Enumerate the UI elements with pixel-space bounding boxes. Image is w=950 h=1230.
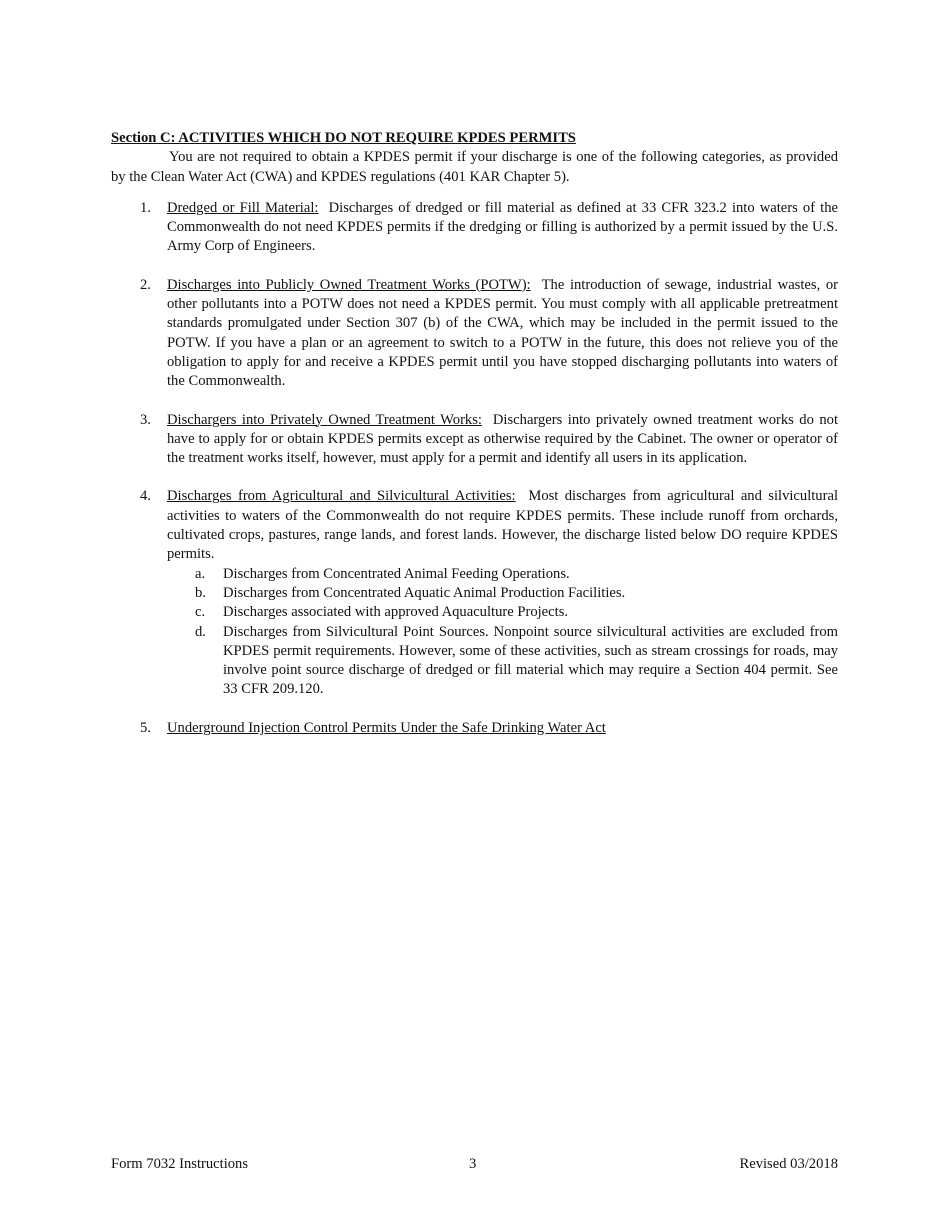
sub-item-text: Discharges associated with approved Aquaculture Projects. [223, 604, 569, 621]
section-intro: You are not required to obtain a KPDES permit if your discharge is one of the following categories, as provided by the Clean Water Act (CWA) and KPDES regulations (401 KAR Chapter 5). [111, 149, 838, 185]
footer-form-name: Form 7032 Instructions [111, 1156, 249, 1172]
list-item-private-treatment [111, 411, 838, 469]
sub-item-letter: b. [195, 584, 206, 601]
item-title: Underground Injection Control Permits Under the Safe Drinking Water Act [167, 719, 606, 736]
list-item-dredged-fill [111, 199, 838, 257]
sub-item [167, 603, 838, 622]
list-item-potw [111, 276, 838, 392]
item-body: The introduction of sewage, industrial wastes, or other pollutants into a POTW does not need a KPDES permit. You must comply with all applicable pretreatment standards promulgated under Section 307 (b) of the CWA, which may be included in the permit issued to the POTW. If you have a plan or an agreement to switch to a POTW in the future, this does not relieve you of the obligation to apply for and receive a KPDES permit until you have stopped discharging pollutants into waters of the Commonwealth. [167, 276, 838, 390]
sub-item-text: Discharges from Silvicultural Point Sources. Nonpoint source silvicultural activities are excluded from KPDES permit requirements. However, some of these activities, such as stream crossings for roads, may involve point source discharge of dredged or fill material which may require a Section 404 permit. See 33 CFR 209.120. [223, 623, 838, 698]
document-page [111, 129, 838, 757]
item-number: 5. [140, 719, 151, 736]
item-title: Discharges from Agricultural and Silvicultural Activities: [167, 488, 516, 505]
footer-revision-date: Revised 03/2018 [739, 1156, 838, 1172]
item-title: Dredged or Fill Material: [167, 199, 319, 216]
item-title: Dischargers into Privately Owned Treatment Works: [167, 411, 482, 428]
footer-page-number: 3 [469, 1156, 477, 1172]
item-body: Discharges of dredged or fill material as defined at 33 CFR 323.2 into waters of the Commonwealth do not need KPDES permits if the dredging or filling is authorized by a permit issued by the U.S. Army Corp of Engineers. [167, 199, 838, 255]
item-body: Dischargers into privately owned treatment works do not have to apply for or obtain KPDES permits except as otherwise required by the Cabinet. The owner or operator of the treatment works itself, however, must apply for a permit and identify all users in its application. [167, 411, 839, 467]
item-number: 3. [140, 411, 151, 428]
sub-item-letter: a. [195, 565, 206, 582]
sub-item [167, 584, 838, 603]
activities-list [111, 199, 838, 738]
agricultural-sub-list [167, 565, 838, 700]
item-number: 1. [140, 199, 151, 216]
list-item-agricultural [111, 487, 838, 699]
item-number: 2. [140, 276, 151, 293]
sub-item [167, 623, 838, 700]
page-footer [111, 1155, 838, 1175]
sub-item-text: Discharges from Concentrated Animal Feeding Operations. [223, 565, 570, 582]
item-number: 4. [140, 488, 151, 505]
list-item-underground-injection [111, 719, 838, 738]
section-heading: Section C: ACTIVITIES WHICH DO NOT REQUIRE KPDES PERMITS [111, 130, 576, 146]
sub-item [167, 565, 838, 584]
sub-item-letter: c. [195, 604, 206, 621]
sub-item-letter: d. [195, 623, 206, 640]
item-body: Most discharges from agricultural and silvicultural activities to waters of the Commonwealth do not require KPDES permits. These include runoff from orchards, cultivated crops, pastures, range lands, and forest lands. However, the discharge listed below DO require KPDES permits. [167, 488, 838, 563]
sub-item-text: Discharges from Concentrated Aquatic Animal Production Facilities. [223, 584, 626, 601]
item-title: Discharges into Publicly Owned Treatment Works (POTW): [167, 276, 531, 293]
